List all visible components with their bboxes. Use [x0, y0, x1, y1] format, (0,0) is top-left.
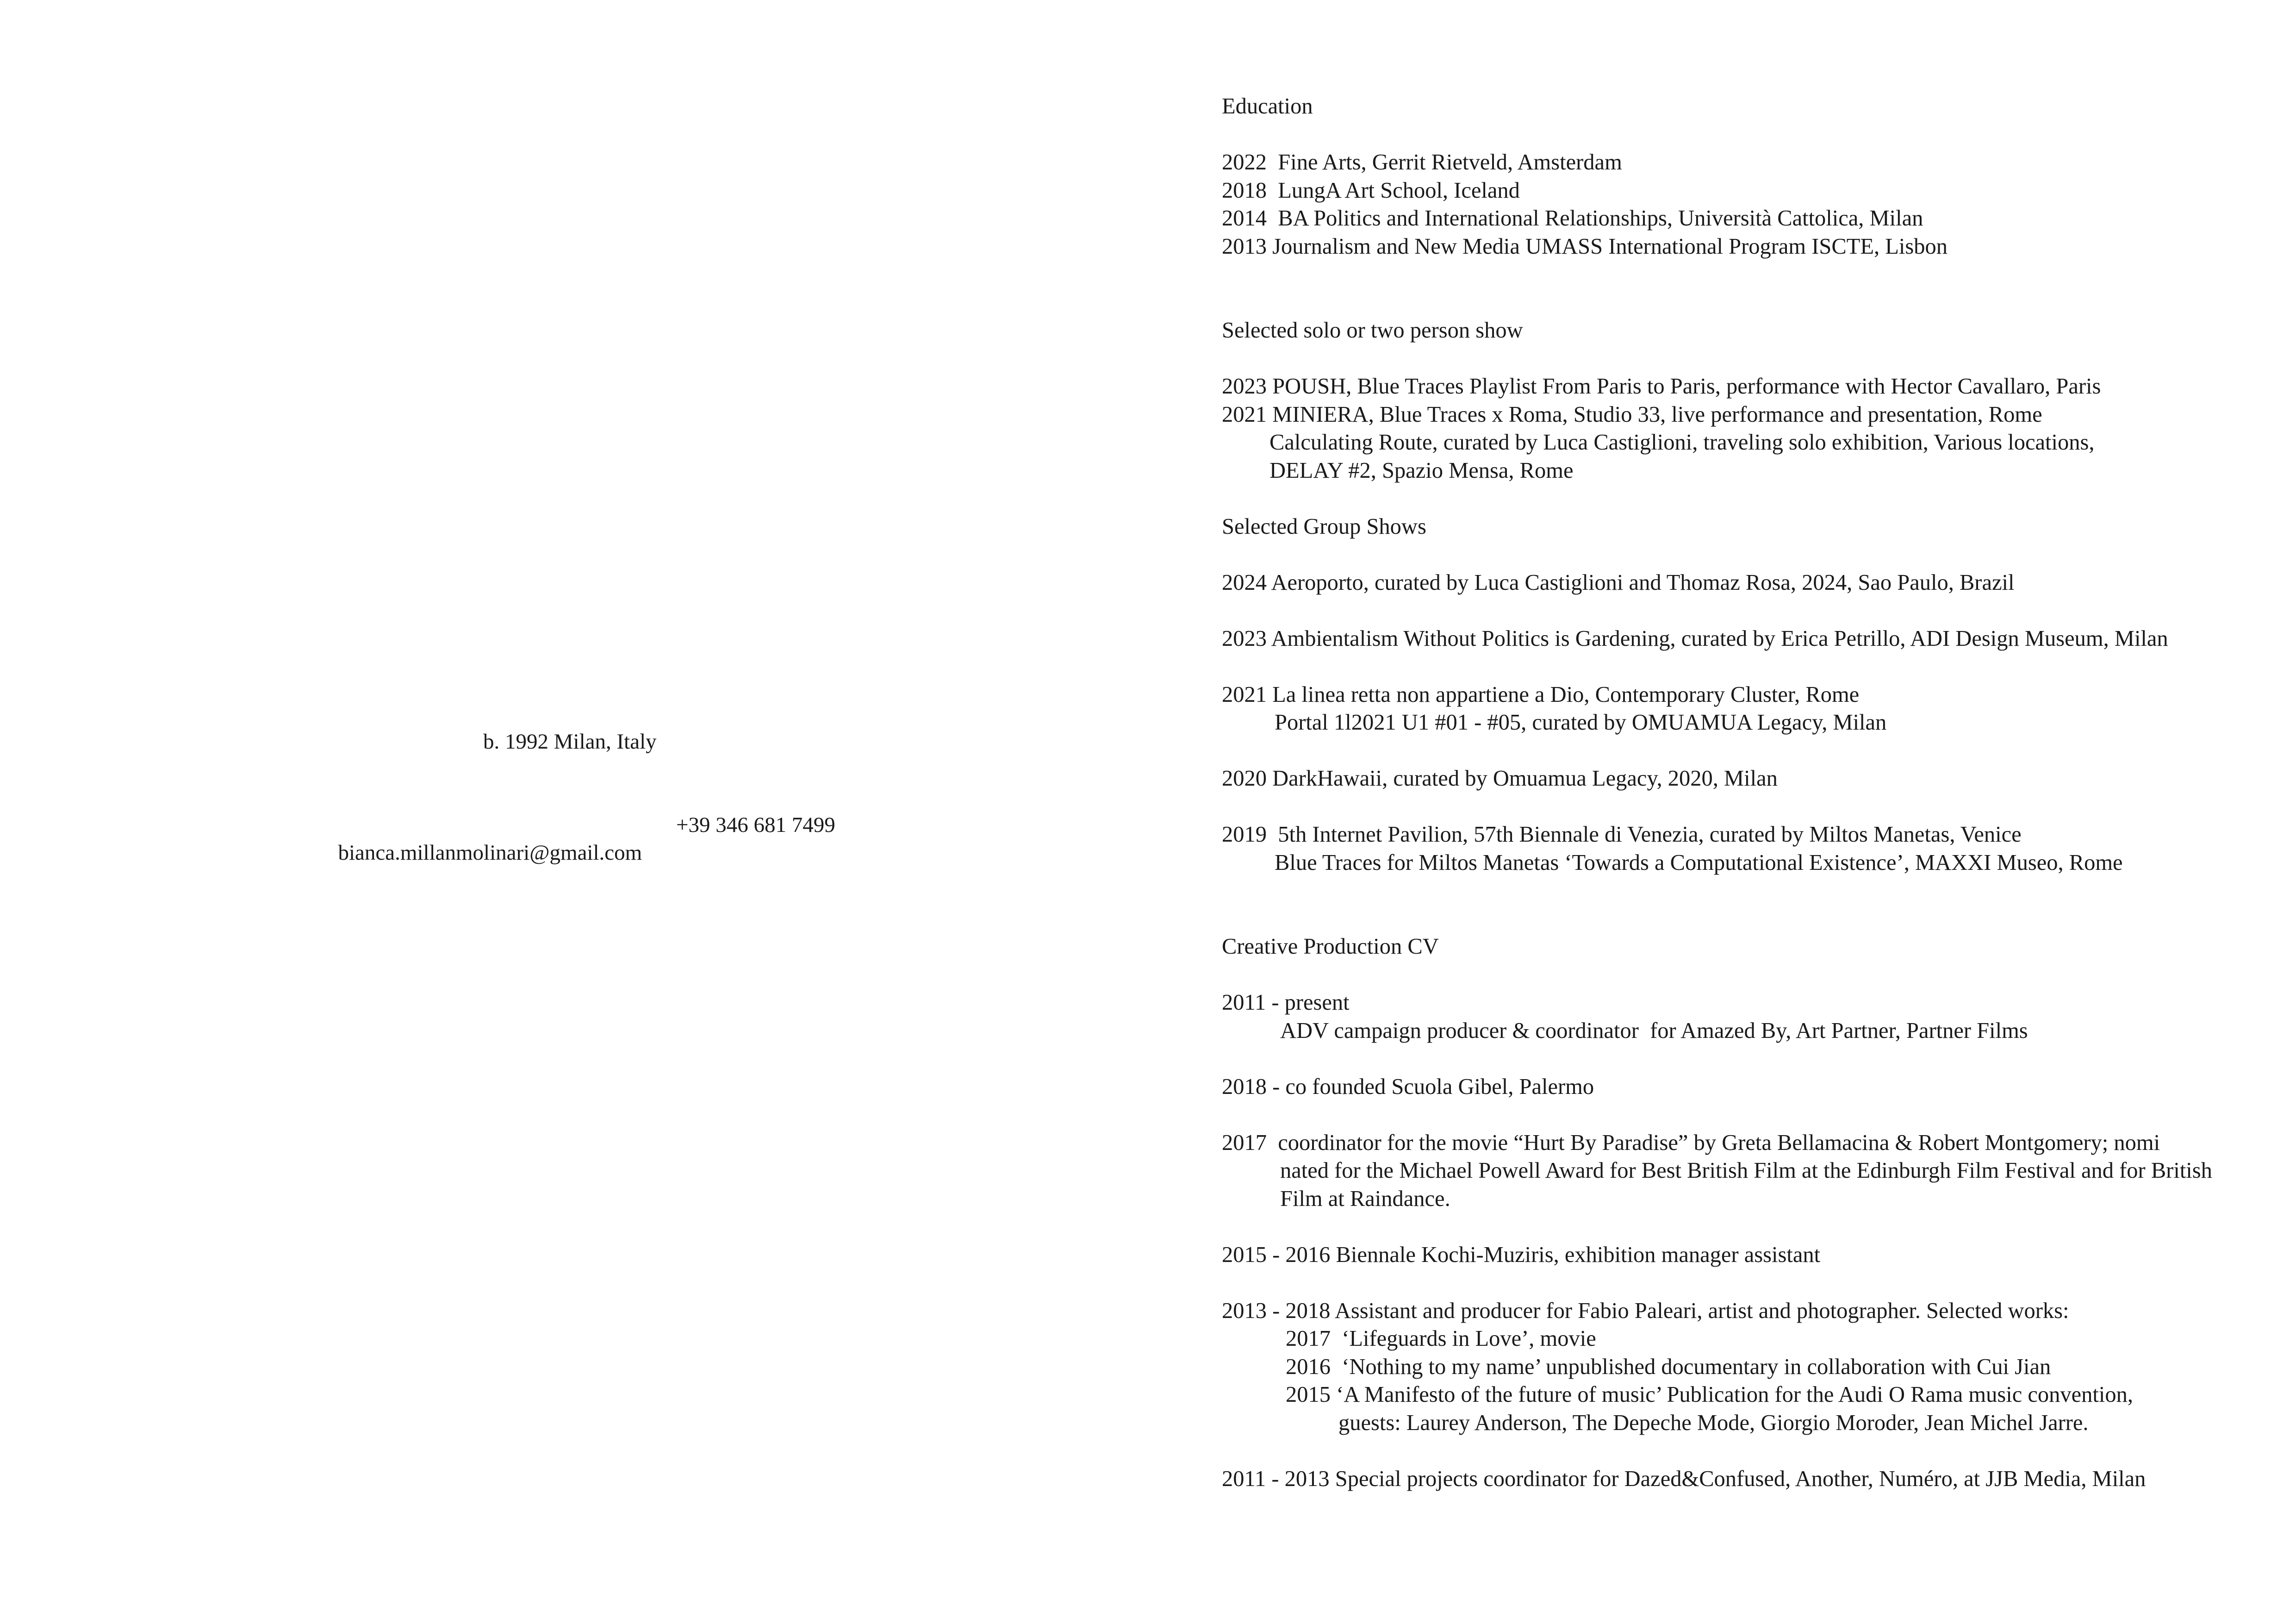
creative-item: Film at Raindance. [1280, 1186, 1450, 1211]
creative-item: 2018 - co founded Scuola Gibel, Palermo [1222, 1074, 1594, 1099]
birth-info: b. 1992 Milan, Italy [483, 730, 657, 754]
education-item: 2014 BA Politics and International Relationships, Università Cattolica, Milan [1222, 206, 1923, 231]
spacer [1222, 961, 2268, 989]
spacer [1222, 1269, 2268, 1297]
group-show-item: 2023 Ambientalism Without Politics is Gardening, curated by Erica Petrillo, ADI Design Museum, Milan [1222, 626, 2168, 651]
group-show-item: 2020 DarkHawaii, curated by Omuamua Legacy, 2020, Milan [1222, 766, 1778, 791]
spacer [1222, 1045, 2268, 1073]
group-show-item: Portal 1l2021 U1 #01 - #05, curated by OMUAMUA Legacy, Milan [1275, 710, 1887, 735]
spacer [1222, 121, 2268, 149]
spacer [1222, 485, 2268, 513]
solo-show-item: Calculating Route, curated by Luca Castiglioni, traveling solo exhibition, Various locations, [1269, 430, 2095, 455]
spacer [1222, 345, 2268, 373]
spacer [1222, 541, 2268, 569]
creative-item: guests: Laurey Anderson, The Depeche Mode, Giorgio Moroder, Jean Michel Jarre. [1338, 1410, 2089, 1435]
creative-item: 2013 - 2018 Assistant and producer for Fabio Paleari, artist and photographer. Selected works: [1222, 1298, 2069, 1323]
creative-item: 2015 ‘A Manifesto of the future of music’ Publication for the Audi O Rama music convention, [1286, 1382, 2133, 1407]
spacer [1222, 793, 2268, 821]
group-show-item: 2021 La linea retta non appartiene a Dio, Contemporary Cluster, Rome [1222, 682, 1860, 707]
creative-item: 2017 coordinator for the movie “Hurt By Paradise” by Greta Bellamacina & Robert Montgomery; nomi [1222, 1130, 2160, 1155]
creative-item: 2011 - present [1222, 990, 1350, 1015]
solo-show-item: DELAY #2, Spazio Mensa, Rome [1269, 458, 1574, 483]
creative-item: 2011 - 2013 Special projects coordinator for Dazed&Confused, Another, Numéro, at JJB Media, Milan [1222, 1466, 2146, 1491]
education-item: 2022 Fine Arts, Gerrit Rietveld, Amsterdam [1222, 150, 1622, 175]
solo-show-item: 2023 POUSH, Blue Traces Playlist From Paris to Paris, performance with Hector Cavallaro, Paris [1222, 374, 2101, 399]
creative-item: ADV campaign producer & coordinator for Amazed By, Art Partner, Partner Films [1280, 1018, 2028, 1043]
section-heading-group-shows: Selected Group Shows [1222, 514, 1426, 539]
group-show-item: 2019 5th Internet Pavilion, 57th Biennale di Venezia, curated by Miltos Manetas, Venice [1222, 822, 2022, 847]
spacer [1222, 1213, 2268, 1241]
spacer [1222, 1101, 2268, 1129]
creative-item: 2017 ‘Lifeguards in Love’, movie [1286, 1326, 1596, 1351]
education-item: 2013 Journalism and New Media UMASS International Program ISCTE, Lisbon [1222, 234, 1948, 259]
spacer [1222, 289, 2268, 317]
spacer [1222, 1437, 2268, 1465]
creative-item: 2016 ‘Nothing to my name’ unpublished documentary in collaboration with Cui Jian [1286, 1354, 2051, 1379]
section-heading-creative-production: Creative Production CV [1222, 934, 1439, 959]
group-show-item: Blue Traces for Miltos Manetas ‘Towards a Computational Existence’, MAXXI Museo, Rome [1275, 850, 2123, 875]
creative-item: nated for the Michael Powell Award for Best British Film at the Edinburgh Film Festival and for British [1280, 1158, 2212, 1183]
spacer [1222, 653, 2268, 681]
group-show-item: 2024 Aeroporto, curated by Luca Castiglioni and Thomaz Rosa, 2024, Sao Paulo, Brazil [1222, 570, 2015, 595]
spacer [1222, 261, 2268, 289]
phone-number: +39 346 681 7499 [676, 813, 835, 837]
email-address: bianca.millanmolinari@gmail.com [338, 841, 642, 865]
cv-content-panel [1222, 93, 2268, 1493]
creative-item: 2015 - 2016 Biennale Kochi-Muziris, exhibition manager assistant [1222, 1242, 1821, 1267]
spacer [1222, 597, 2268, 625]
section-heading-education: Education [1222, 94, 1313, 119]
spacer [1222, 737, 2268, 765]
contact-line [305, 811, 835, 922]
solo-show-item: 2021 MINIERA, Blue Traces x Roma, Studio 33, live performance and presentation, Rome [1222, 402, 2042, 427]
education-item: 2018 LungA Art School, Iceland [1222, 178, 1520, 203]
section-heading-solo-shows: Selected solo or two person show [1222, 318, 1523, 343]
spacer [1222, 877, 2268, 905]
spacer [1222, 905, 2268, 933]
